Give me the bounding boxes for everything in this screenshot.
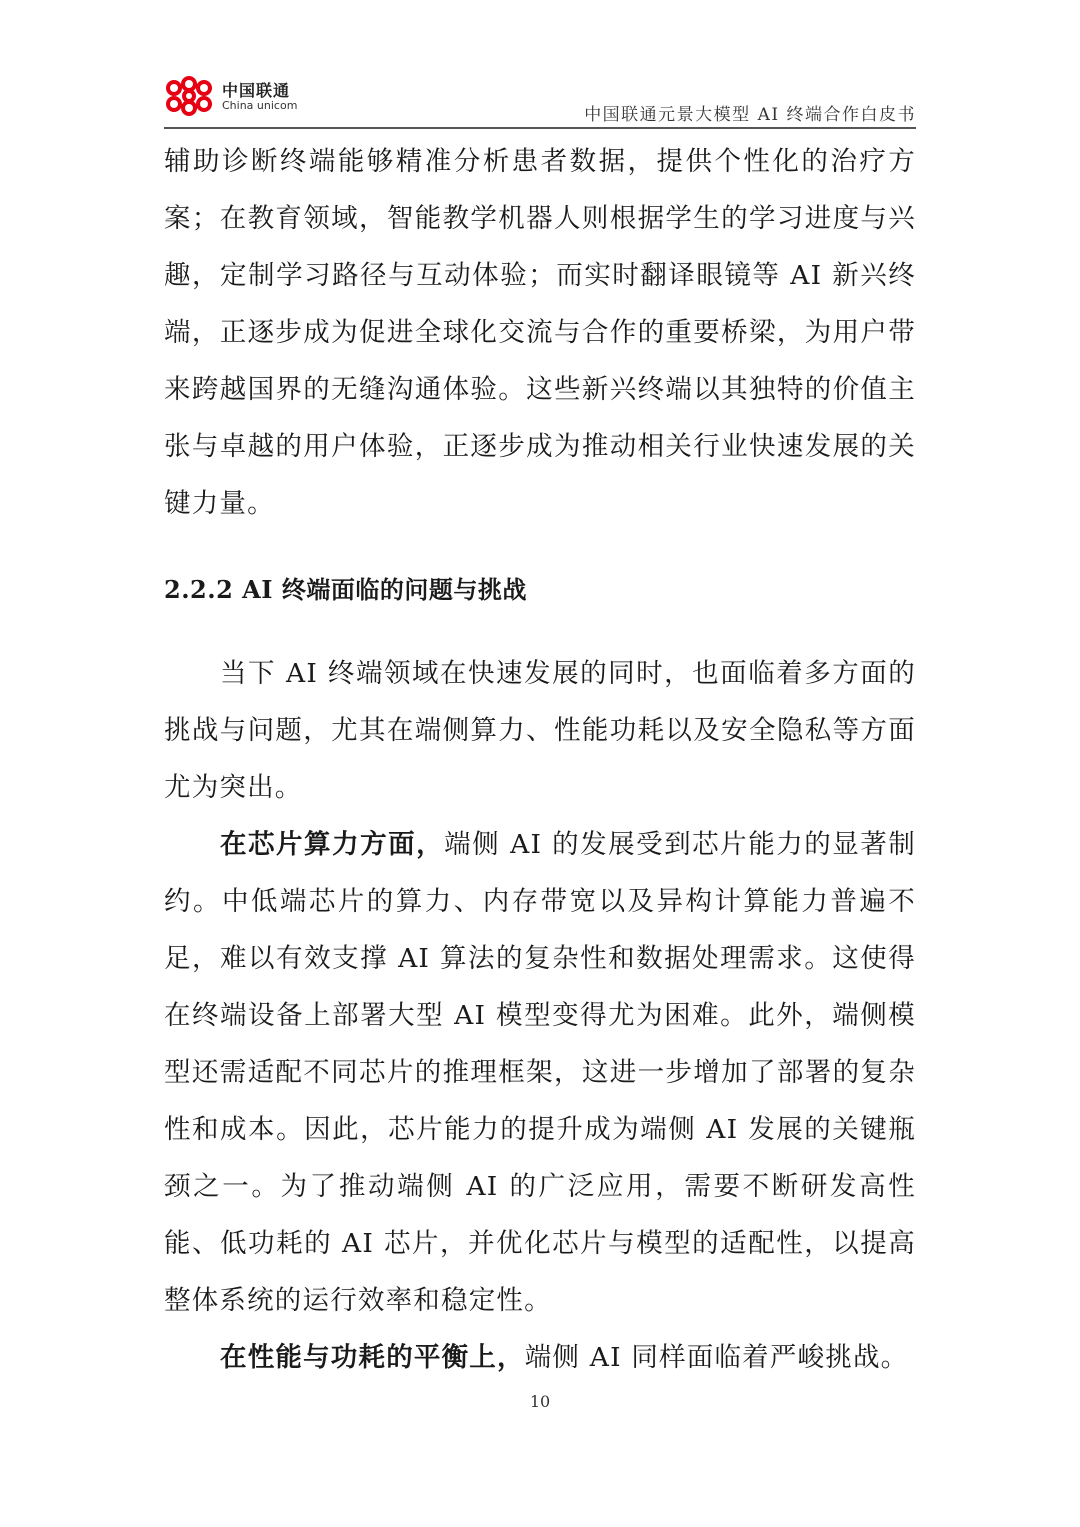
paragraph-intro: 当下 AI 终端领域在快速发展的同时，也面临着多方面的挑战与问题，尤其在端侧算力、性能功耗以及安全隐私等方面尤为突出。 (164, 658, 916, 803)
header-divider (164, 127, 916, 129)
paragraph-continued: 辅助诊断终端能够精准分析患者数据，提供个性化的治疗方案；在教育领域，智能教学机器人则根据学生的学习进度与兴趣，定制学习路径与互动体验；而实时翻译眼镜等 AI 新兴终端，正逐步成为促进全球化交流与合作的重要桥梁，为用户带来跨越国界的无缝沟通体验。这些新兴终端以其独特的价值主张与卓越的用户体验，正逐步成为推动相关行业快速发展的关键力量。 (164, 146, 916, 519)
china-unicom-knot-icon (160, 76, 218, 116)
logo-chinese-name: 中国联通 (222, 81, 291, 100)
section-heading: 2.2.2 AI 终端面临的问题与挑战 (164, 575, 527, 604)
paragraph-performance-power (164, 1329, 916, 1386)
paragraph-chip-compute (164, 816, 916, 1329)
page-number: 10 (529, 1392, 551, 1411)
paragraph-body-chip: 端侧 AI 的发展受到芯片能力的显著制约。中低端芯片的算力、内存带宽以及异构计算能力普遍不足，难以有效支撑 AI 算法的复杂性和数据处理需求。这使得在终端设备上部署大型 AI 模型变得尤为困难。此外，端侧模型还需适配不同芯片的推理框架，这进一步增加了部署的复杂性和成本。因此，芯片能力的提升成为端侧 AI 发展的关键瓶颈之一。为了推动端侧 AI 的广泛应用，需要不断研发高性能、低功耗的 AI 芯片，并优化芯片与模型的适配性，以提高整体系统的运行效率和稳定性。 (164, 829, 916, 1316)
logo (160, 76, 320, 120)
page-content (164, 133, 916, 1386)
paragraph-lead-performance: 在性能与功耗的平衡上， (220, 1342, 525, 1373)
paragraph-body-performance: 端侧 AI 同样面临着严峻挑战。 (524, 1342, 909, 1373)
document-title: 中国联通元景大模型 AI 终端合作白皮书 (584, 105, 916, 125)
paragraph-lead-chip: 在芯片算力方面， (220, 829, 445, 860)
logo-english-name: China unicom (222, 99, 298, 112)
